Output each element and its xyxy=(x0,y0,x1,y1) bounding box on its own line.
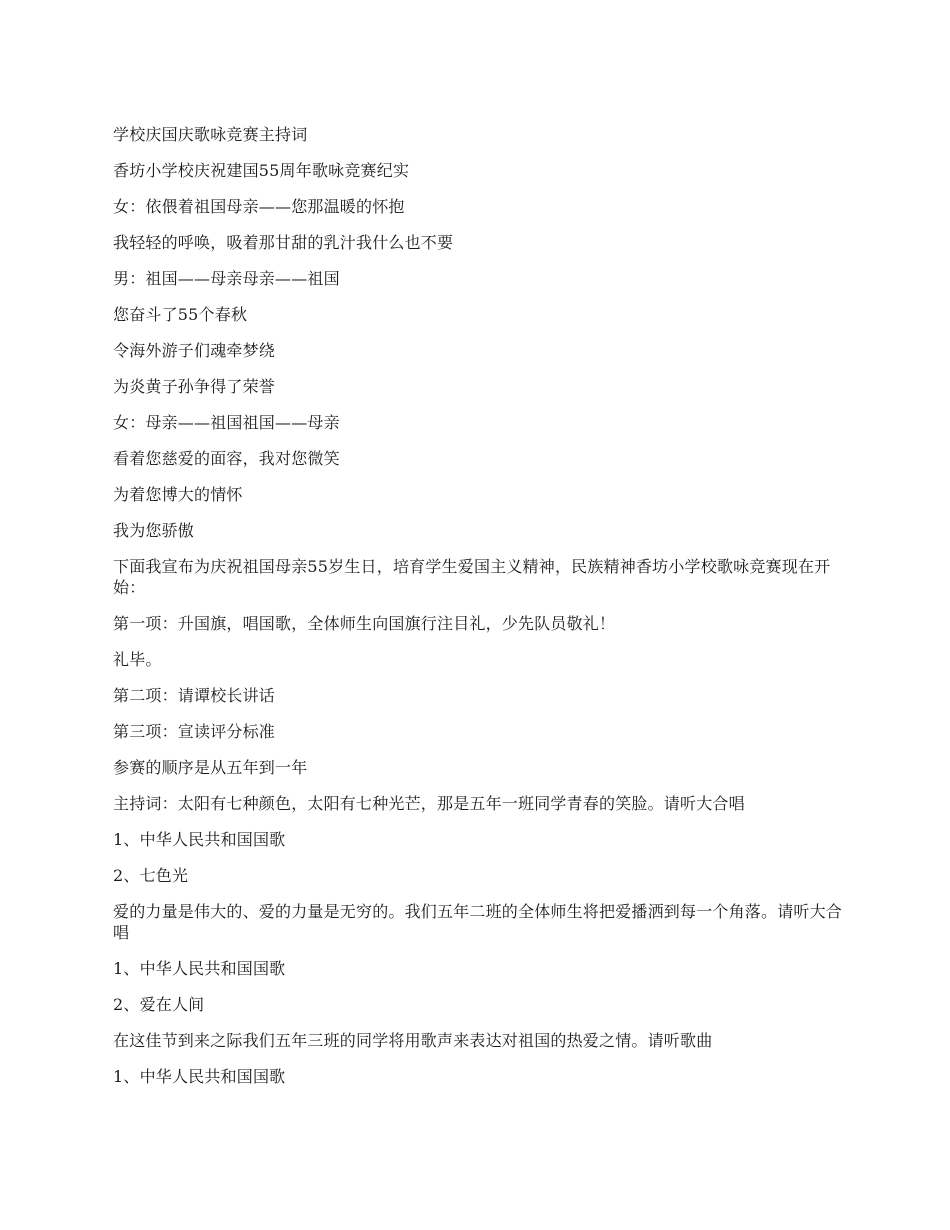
paragraph: 参赛的顺序是从五年到一年 xyxy=(113,758,308,777)
paragraph: 在这佳节到来之际我们五年三班的同学将用歌声来表达对祖国的热爱之情。请听歌曲 xyxy=(113,1031,713,1050)
paragraph: 我为您骄傲 xyxy=(113,521,195,540)
paragraph: 第一项：升国旗，唱国歌，全体师生向国旗行注目礼，少先队员敬礼！ xyxy=(113,614,616,633)
paragraph: 第二项：请谭校长讲话 xyxy=(113,686,276,705)
paragraph: 第三项：宣读评分标准 xyxy=(113,722,276,741)
paragraph: 礼毕。 xyxy=(113,650,162,669)
paragraph: 令海外游子们魂牵梦绕 xyxy=(113,341,276,360)
paragraph: 为炎黄子孙争得了荣誉 xyxy=(113,377,276,396)
paragraph: 女：母亲——祖国祖国——母亲 xyxy=(113,413,340,432)
document-body xyxy=(113,124,843,1102)
list-item: 2、爱在人间 xyxy=(113,995,205,1014)
document-subtitle: 香坊小学校庆祝建国55周年歌咏竞赛纪实 xyxy=(113,161,410,180)
paragraph: 为着您博大的情怀 xyxy=(113,485,243,504)
paragraph: 您奋斗了55个春秋 xyxy=(113,305,248,324)
list-item: 1、中华人民共和国国歌 xyxy=(113,830,286,849)
list-item: 1、中华人民共和国国歌 xyxy=(113,1067,286,1086)
paragraph: 主持词：太阳有七种颜色，太阳有七种光芒，那是五年一班同学青春的笑脸。请听大合唱 xyxy=(113,794,745,813)
paragraph: 男：祖国——母亲母亲——祖国 xyxy=(113,269,340,288)
paragraph: 爱的力量是伟大的、爱的力量是无穷的。我们五年二班的全体师生将把爱播洒到每一个角落。请听大合唱 xyxy=(113,902,843,942)
list-item: 2、七色光 xyxy=(113,866,189,885)
paragraph: 我轻轻的呼唤，吸着那甘甜的乳汁我什么也不要 xyxy=(113,233,454,252)
list-item: 1、中华人民共和国国歌 xyxy=(113,959,286,978)
paragraph: 下面我宣布为庆祝祖国母亲55岁生日，培育学生爱国主义精神，民族精神香坊小学校歌咏竞赛现在开始： xyxy=(113,557,831,597)
paragraph: 女：依偎着祖国母亲——您那温暖的怀抱 xyxy=(113,197,405,216)
document-title: 学校庆国庆歌咏竞赛主持词 xyxy=(113,125,308,144)
paragraph: 看着您慈爱的面容，我对您微笑 xyxy=(113,449,340,468)
